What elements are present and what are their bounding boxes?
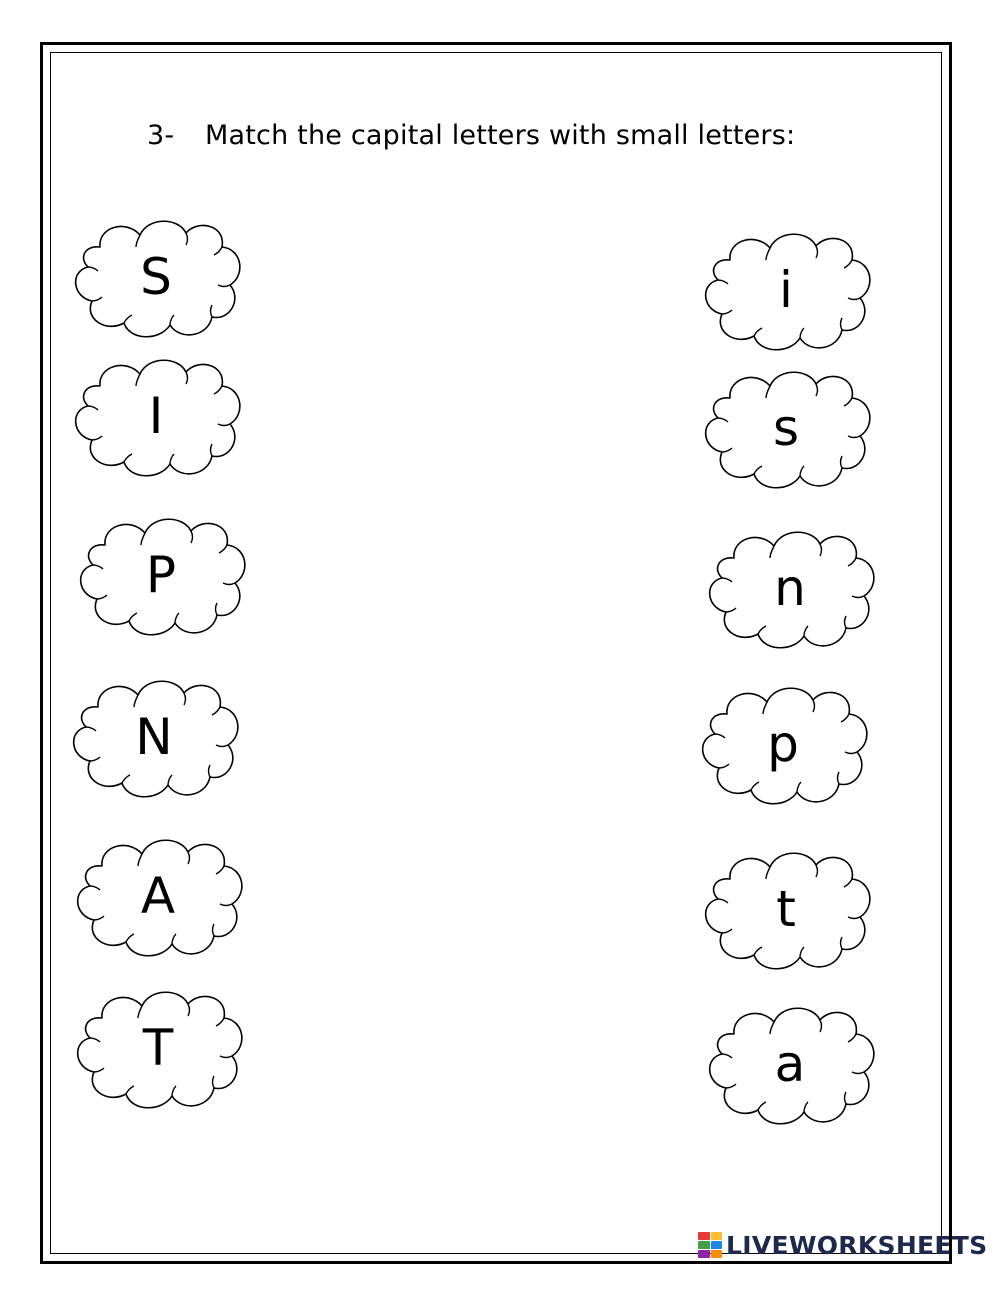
capital-letter: I (148, 387, 164, 445)
capital-letter-cloud[interactable] (70, 352, 242, 480)
small-letter: i (779, 261, 793, 319)
instruction-heading (147, 120, 795, 151)
small-letter-cloud[interactable] (704, 524, 876, 652)
logo-square (698, 1250, 710, 1258)
small-letter-cloud[interactable] (700, 226, 872, 354)
small-letter-cloud[interactable] (697, 680, 869, 808)
instruction-text: Match the capital letters with small letters: (205, 120, 796, 151)
liveworksheets-brand[interactable] (698, 1229, 987, 1261)
capital-letter-cloud[interactable] (72, 984, 244, 1112)
small-letter: s (772, 399, 800, 457)
logo-square (698, 1241, 710, 1249)
capital-letter: N (135, 708, 173, 766)
small-letter: a (774, 1035, 806, 1093)
capital-letter-cloud[interactable] (68, 673, 240, 801)
small-letter: t (776, 880, 796, 938)
brand-name: LIVEWORKSHEETS (726, 1230, 988, 1260)
small-letter-cloud[interactable] (700, 364, 872, 492)
capital-letter: A (140, 867, 176, 925)
capital-letter-cloud[interactable] (70, 213, 242, 341)
capital-letter: S (140, 248, 172, 306)
capital-letter-cloud[interactable] (72, 832, 244, 960)
logo-square (698, 1232, 710, 1240)
logo-square (711, 1250, 723, 1258)
small-letter: n (774, 559, 806, 617)
small-letter: p (767, 715, 799, 773)
capital-letter-cloud[interactable] (75, 511, 247, 639)
logo-square (711, 1232, 723, 1240)
small-letter-cloud[interactable] (700, 845, 872, 973)
question-number: 3- (147, 120, 175, 151)
logo-square (711, 1241, 723, 1249)
small-letter-cloud[interactable] (704, 1000, 876, 1128)
capital-letter: P (145, 546, 177, 604)
capital-letter: T (142, 1019, 174, 1077)
liveworksheets-logo-icon (698, 1232, 722, 1258)
